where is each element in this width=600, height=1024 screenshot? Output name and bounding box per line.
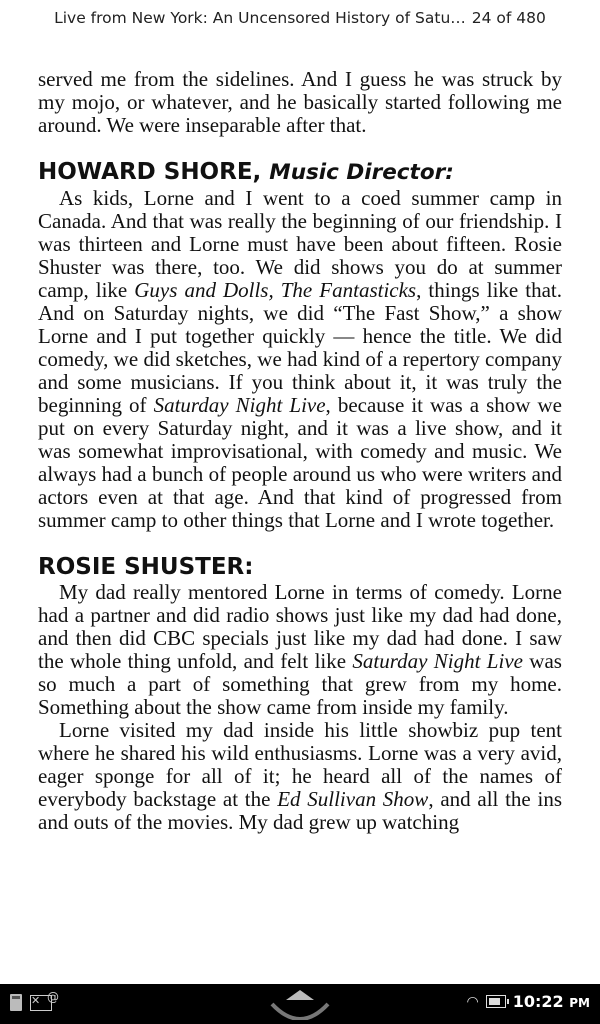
speaker-heading: HOWARD SHORE, Music Director: [38, 159, 454, 185]
mail-icon[interactable]: ✕ @ [30, 995, 52, 1011]
page-content[interactable] [38, 68, 562, 834]
page-indicator: 24 of 480 [471, 9, 546, 27]
wifi-icon: ◠ [466, 993, 479, 1010]
paragraph: Lorne visited my dad inside his little showbiz pup tent where he shared his wild enthusiasms. Lorne was a very avid, eager sponge for all of it; he heard all of the names of everybody backstage at the Ed Sullivan Show, and all the ins and outs of the movies. My dad grew up watching [38, 718, 562, 834]
paragraph: served me from the sidelines. And I guess he was struck by my mojo, or whatever, and he basically started following me around. We were inseparable after that. [38, 67, 562, 137]
battery-icon [486, 995, 506, 1008]
up-arrow-icon[interactable] [268, 984, 332, 1020]
system-status-bar [0, 984, 600, 1024]
speaker-heading: ROSIE SHUSTER: [38, 554, 254, 580]
clock: 10:22 PM [512, 992, 590, 1011]
book-title: Live from New York: An Uncensored History of Satu… [54, 9, 466, 27]
paragraph: My dad really mentored Lorne in terms of comedy. Lorne had a partner and did radio shows just like my dad had done, and then did CBC specials just like my dad had done. I saw the whole thing unfold, and felt like Saturday Night Live was so much a part of something that grew from my home. Something about the show came from inside my family. [38, 580, 562, 719]
sd-card-icon [10, 994, 22, 1011]
paragraph: As kids, Lorne and I went to a coed summer camp in Canada. And that was really the beginning of our friendship. I was thirteen and Lorne must have been about fifteen. Rosie Shuster was there, too. We did shows you do at summer camp, like Guys and Dolls, The Fantasticks, things like that. And on Saturday nights, we did “The Fast Show,” a show Lorne and I put together quickly — hence the title. We did comedy, we did sketches, we had kind of a repertory company and some musicians. If you think about it, it was truly the beginning of Saturday Night Live, because it was a show we put on every Saturday night, and it was a live show, and it was somewhat improvisational, with comedy and music. We always had a bunch of people around us who were writers and actors even at that age. And that kind of progressed from summer camp to other things that Lorne and I wrote together. [38, 186, 563, 532]
reader-header[interactable] [0, 0, 600, 36]
